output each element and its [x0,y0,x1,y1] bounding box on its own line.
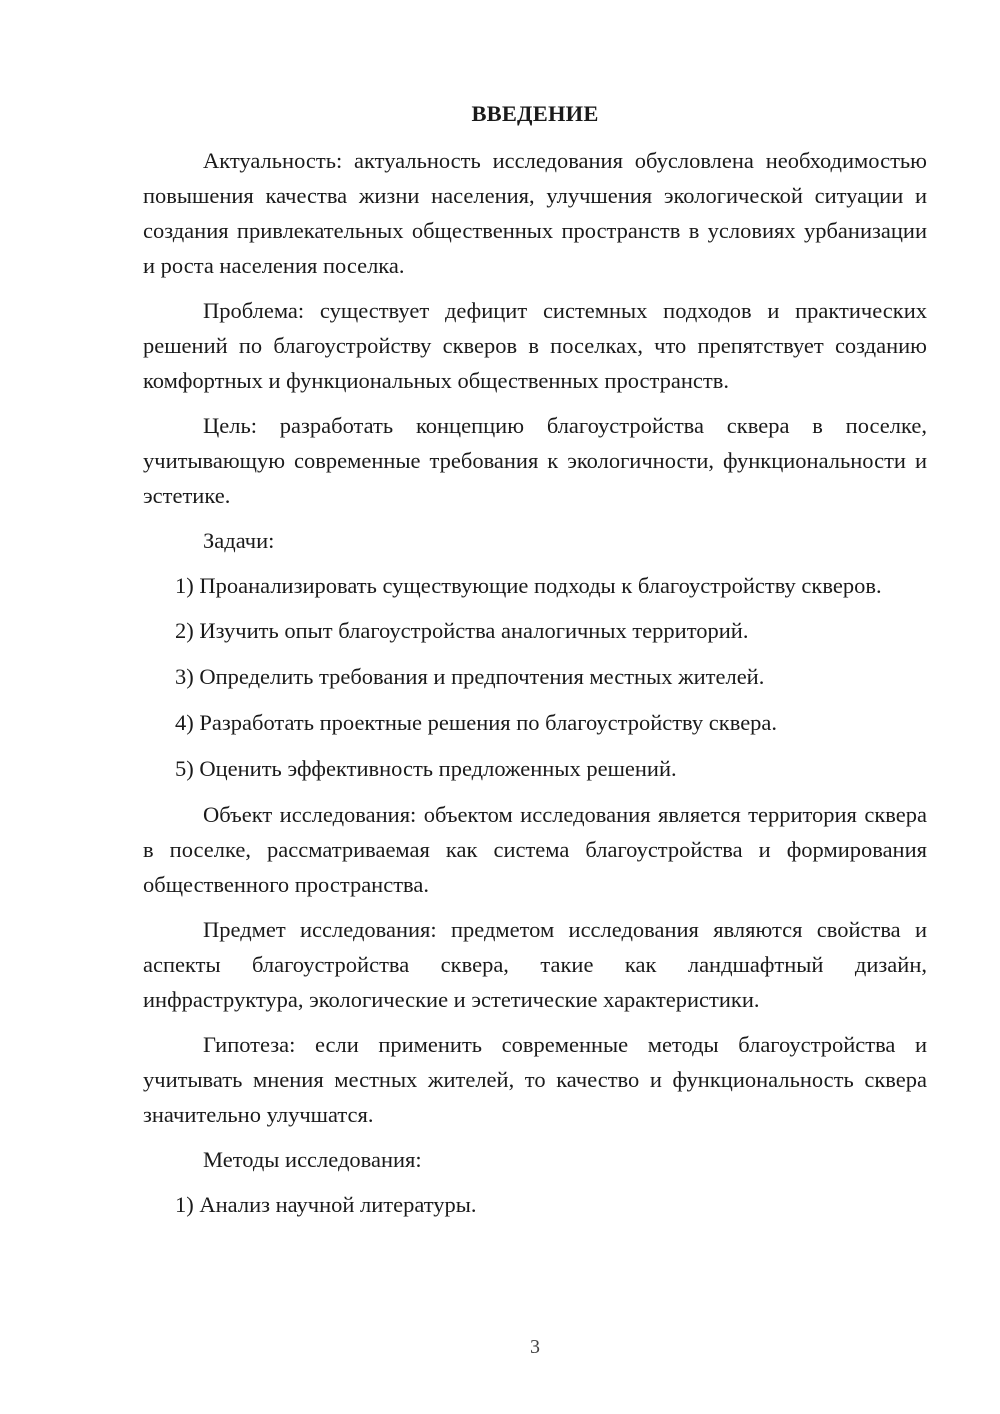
task-item: 5) Оценить эффективность предложенных решений. [175,756,677,781]
object-paragraph: Объект исследования: объектом исследования является территория сквера в поселке, рассматриваемая как система благоустройства и формирования общественного пространства. [143,802,927,897]
problem-paragraph: Проблема: существует дефицит системных подходов и практических решений по благоустройству скверов в поселках, что препятствует созданию комфортных и функциональных общественных пространств. [143,298,927,393]
task-item: 2) Изучить опыт благоустройства аналогичных территорий. [175,618,749,643]
page-title: ВВЕДЕНИЕ [471,101,599,126]
task-item: 1) Проанализировать существующие подходы к благоустройству скверов. [175,573,882,598]
method-item: 1) Анализ научной литературы. [175,1192,477,1217]
hypothesis-paragraph: Гипотеза: если применить современные методы благоустройства и учитывать мнения местных жителей, то качество и функциональность сквера значительно улучшатся. [143,1032,927,1127]
task-item: 4) Разработать проектные решения по благоустройству сквера. [175,710,778,735]
goal-paragraph: Цель: разработать концепцию благоустройства сквера в поселке, учитывающую современные требования к экологичности, функциональности и эстетике. [143,413,927,508]
subject-paragraph: Предмет исследования: предметом исследования являются свойства и аспекты благоустройства сквера, такие как ландшафтный дизайн, инфраструктура, экологические и эстетические характеристики. [143,917,927,1012]
relevance-paragraph: Актуальность: актуальность исследования обусловлена необходимостью повышения качества жизни населения, улучшения экологической ситуации и создания привлекательных общественных пространств в условиях урбанизации и роста населения поселка. [143,148,927,278]
methods-heading: Методы исследования: [203,1147,422,1172]
tasks-heading: Задачи: [203,528,275,553]
page-number: 3 [530,1336,540,1358]
document-body [143,96,927,1233]
task-item: 3) Определить требования и предпочтения местных жителей. [175,664,765,689]
